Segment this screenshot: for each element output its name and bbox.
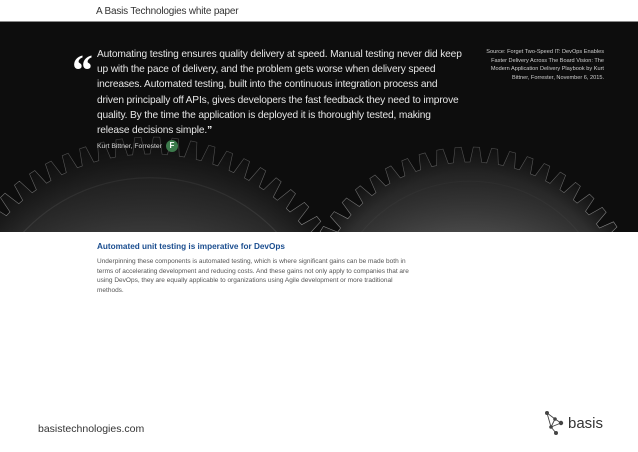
quote-mark-icon: “ — [70, 46, 88, 95]
pull-quote — [97, 47, 465, 138]
website-link[interactable]: basistechnologies.com — [38, 423, 145, 435]
section-heading: Automated unit testing is imperative for DevOps — [97, 242, 285, 251]
quote-banner — [0, 22, 638, 232]
basis-logo — [543, 410, 603, 436]
page-header — [0, 0, 638, 22]
document-title: A Basis Technologies white paper — [96, 6, 239, 17]
quote-text: Automating testing ensures quality delivery at speed. Manual testing never did keep up with the pace of delivery, and the problem gets worse when delivery speed increases. Automated testing, built into the continuous integration process and driven principally off APIs, gives developers the fast feedback they need to improve quality. By the time the application is deployed it is thoroughly tested, making release decisions simple. — [97, 49, 462, 137]
basis-network-icon — [543, 410, 565, 436]
section-paragraph: Underpinning these components is automated testing, which is where significant gains can be made both in terms of accelerating development and reducing costs. And these gains not only apply to companies that are using DevOps, they are equally applicable to organizations using Agile development or more traditional methods. — [97, 258, 409, 294]
attribution-name: Kurt Bittner, Forrester — [97, 142, 162, 150]
quote-attribution — [97, 140, 178, 152]
logo-wordmark: basis — [568, 414, 604, 432]
source-citation: Source: Forget Two-Speed IT: DevOps Enables Faster Delivery Across The Board Vision: The Modern Application Delivery Playbook by Kurt Bittner, Forrester, November 6, 2015. — [486, 49, 604, 81]
closing-quote-mark: ” — [207, 125, 213, 137]
forrester-logo-icon: F — [166, 140, 178, 152]
